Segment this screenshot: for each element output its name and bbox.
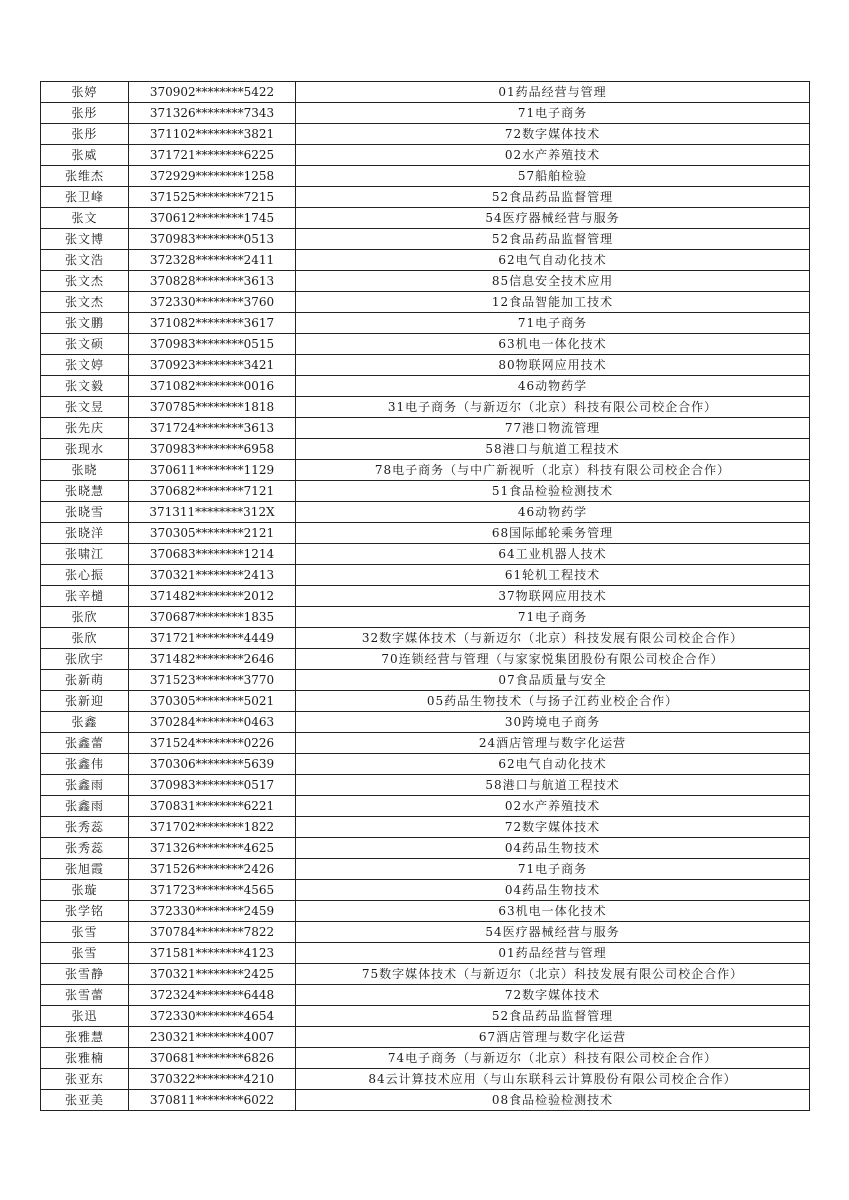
id-number-cell: 371482********2646: [129, 649, 296, 670]
id-number-cell: 371482********2012: [129, 586, 296, 607]
id-number-cell: 370831********6221: [129, 796, 296, 817]
table-row: [41, 817, 810, 838]
id-number-cell: 370305********5021: [129, 691, 296, 712]
major-cell: 71电子商务: [296, 607, 810, 628]
major-cell: 58港口与航道工程技术: [296, 775, 810, 796]
table-row: [41, 1006, 810, 1027]
id-number-cell: 370811********6022: [129, 1090, 296, 1111]
major-cell: 37物联网应用技术: [296, 586, 810, 607]
id-number-cell: 230321********4007: [129, 1027, 296, 1048]
table-row: [41, 943, 810, 964]
major-cell: 02水产养殖技术: [296, 145, 810, 166]
student-name-cell: 张鑫伟: [41, 754, 129, 775]
table-row: [41, 208, 810, 229]
table-row: [41, 187, 810, 208]
id-number-cell: 370305********2121: [129, 523, 296, 544]
table-row: [41, 544, 810, 565]
id-number-cell: 370923********3421: [129, 355, 296, 376]
student-name-cell: 张鑫雨: [41, 796, 129, 817]
table-row: [41, 124, 810, 145]
table-row: [41, 418, 810, 439]
student-name-cell: 张文博: [41, 229, 129, 250]
table-row: [41, 397, 810, 418]
id-number-cell: 372324********6448: [129, 985, 296, 1006]
id-number-cell: 370983********0517: [129, 775, 296, 796]
major-cell: 52食品药品监督管理: [296, 229, 810, 250]
table-row: [41, 838, 810, 859]
major-cell: 24酒店管理与数字化运营: [296, 733, 810, 754]
major-cell: 84云计算技术应用（与山东联科云计算股份有限公司校企合作）: [296, 1069, 810, 1090]
major-cell: 05药品生物技术（与扬子江药业校企合作）: [296, 691, 810, 712]
table-row: [41, 754, 810, 775]
major-cell: 52食品药品监督管理: [296, 187, 810, 208]
student-name-cell: 张鑫: [41, 712, 129, 733]
table-row: [41, 229, 810, 250]
id-number-cell: 371523********3770: [129, 670, 296, 691]
student-name-cell: 张欣: [41, 628, 129, 649]
student-name-cell: 张文浩: [41, 250, 129, 271]
student-name-cell: 张新萌: [41, 670, 129, 691]
table-row: [41, 103, 810, 124]
student-name-cell: 张晓洋: [41, 523, 129, 544]
student-name-cell: 张晓: [41, 460, 129, 481]
id-number-cell: 370828********3613: [129, 271, 296, 292]
id-number-cell: 371526********2426: [129, 859, 296, 880]
id-number-cell: 371326********7343: [129, 103, 296, 124]
table-row: [41, 271, 810, 292]
student-name-cell: 张文杰: [41, 271, 129, 292]
major-cell: 30跨境电子商务: [296, 712, 810, 733]
table-row: [41, 985, 810, 1006]
major-cell: 04药品生物技术: [296, 838, 810, 859]
major-cell: 77港口物流管理: [296, 418, 810, 439]
table-row: [41, 502, 810, 523]
student-name-cell: 张欣宇: [41, 649, 129, 670]
id-number-cell: 371326********4625: [129, 838, 296, 859]
id-number-cell: 370681********6826: [129, 1048, 296, 1069]
table-row: [41, 586, 810, 607]
major-cell: 63机电一体化技术: [296, 901, 810, 922]
major-cell: 85信息安全技术应用: [296, 271, 810, 292]
student-roster-table: [40, 81, 810, 1111]
table-row: [41, 1069, 810, 1090]
major-cell: 52食品药品监督管理: [296, 1006, 810, 1027]
student-name-cell: 张欣: [41, 607, 129, 628]
id-number-cell: 370682********7121: [129, 481, 296, 502]
table-row: [41, 1048, 810, 1069]
table-row: [41, 292, 810, 313]
id-number-cell: 371525********7215: [129, 187, 296, 208]
student-name-cell: 张晓雪: [41, 502, 129, 523]
id-number-cell: 372328********2411: [129, 250, 296, 271]
id-number-cell: 370983********0513: [129, 229, 296, 250]
major-cell: 70连锁经营与管理（与家家悦集团股份有限公司校企合作）: [296, 649, 810, 670]
student-name-cell: 张辛檤: [41, 586, 129, 607]
id-number-cell: 370683********1214: [129, 544, 296, 565]
id-number-cell: 370784********7822: [129, 922, 296, 943]
major-cell: 51食品检验检测技术: [296, 481, 810, 502]
student-name-cell: 张现水: [41, 439, 129, 460]
id-number-cell: 371721********6225: [129, 145, 296, 166]
student-name-cell: 张文鹏: [41, 313, 129, 334]
major-cell: 78电子商务（与中广新视听（北京）科技有限公司校企合作）: [296, 460, 810, 481]
id-number-cell: 371311********312X: [129, 502, 296, 523]
id-number-cell: 370902********5422: [129, 82, 296, 103]
student-name-cell: 张文毅: [41, 376, 129, 397]
student-name-cell: 张威: [41, 145, 129, 166]
student-name-cell: 张秀蕊: [41, 817, 129, 838]
student-name-cell: 张旭霞: [41, 859, 129, 880]
id-number-cell: 370284********0463: [129, 712, 296, 733]
major-cell: 80物联网应用技术: [296, 355, 810, 376]
id-number-cell: 371524********0226: [129, 733, 296, 754]
major-cell: 54医疗器械经营与服务: [296, 208, 810, 229]
student-name-cell: 张文: [41, 208, 129, 229]
table-row: [41, 733, 810, 754]
id-number-cell: 371082********0016: [129, 376, 296, 397]
student-name-cell: 张亚美: [41, 1090, 129, 1111]
table-row: [41, 880, 810, 901]
major-cell: 68国际邮轮乘务管理: [296, 523, 810, 544]
student-name-cell: 张文昱: [41, 397, 129, 418]
id-number-cell: 371721********4449: [129, 628, 296, 649]
id-number-cell: 370321********2425: [129, 964, 296, 985]
major-cell: 71电子商务: [296, 859, 810, 880]
id-number-cell: 371082********3617: [129, 313, 296, 334]
table-row: [41, 250, 810, 271]
major-cell: 72数字媒体技术: [296, 124, 810, 145]
table-row: [41, 649, 810, 670]
student-name-cell: 张彤: [41, 124, 129, 145]
roster-body: [41, 82, 810, 1111]
major-cell: 72数字媒体技术: [296, 985, 810, 1006]
id-number-cell: 371724********3613: [129, 418, 296, 439]
student-name-cell: 张先庆: [41, 418, 129, 439]
student-name-cell: 张鑫蕾: [41, 733, 129, 754]
student-name-cell: 张雪蕾: [41, 985, 129, 1006]
student-name-cell: 张秀蕊: [41, 838, 129, 859]
student-name-cell: 张雪: [41, 943, 129, 964]
table-row: [41, 565, 810, 586]
table-row: [41, 922, 810, 943]
id-number-cell: 371581********4123: [129, 943, 296, 964]
table-row: [41, 859, 810, 880]
student-name-cell: 张心振: [41, 565, 129, 586]
table-row: [41, 964, 810, 985]
id-number-cell: 370983********6958: [129, 439, 296, 460]
id-number-cell: 371702********1822: [129, 817, 296, 838]
student-name-cell: 张维杰: [41, 166, 129, 187]
table-row: [41, 355, 810, 376]
table-row: [41, 796, 810, 817]
major-cell: 07食品质量与安全: [296, 670, 810, 691]
student-name-cell: 张迅: [41, 1006, 129, 1027]
major-cell: 01药品经营与管理: [296, 943, 810, 964]
student-name-cell: 张学铭: [41, 901, 129, 922]
student-name-cell: 张璇: [41, 880, 129, 901]
major-cell: 57船舶检验: [296, 166, 810, 187]
table-row: [41, 376, 810, 397]
major-cell: 67酒店管理与数字化运营: [296, 1027, 810, 1048]
id-number-cell: 371102********3821: [129, 124, 296, 145]
table-row: [41, 691, 810, 712]
major-cell: 46动物药学: [296, 376, 810, 397]
student-name-cell: 张彤: [41, 103, 129, 124]
major-cell: 46动物药学: [296, 502, 810, 523]
id-number-cell: 372330********2459: [129, 901, 296, 922]
id-number-cell: 371723********4565: [129, 880, 296, 901]
major-cell: 04药品生物技术: [296, 880, 810, 901]
table-row: [41, 670, 810, 691]
major-cell: 02水产养殖技术: [296, 796, 810, 817]
id-number-cell: 372330********4654: [129, 1006, 296, 1027]
student-name-cell: 张雪静: [41, 964, 129, 985]
student-name-cell: 张雅慧: [41, 1027, 129, 1048]
table-row: [41, 901, 810, 922]
table-row: [41, 334, 810, 355]
table-row: [41, 460, 810, 481]
id-number-cell: 370611********1129: [129, 460, 296, 481]
major-cell: 63机电一体化技术: [296, 334, 810, 355]
major-cell: 71电子商务: [296, 103, 810, 124]
major-cell: 31电子商务（与新迈尔（北京）科技有限公司校企合作）: [296, 397, 810, 418]
table-row: [41, 1027, 810, 1048]
major-cell: 62电气自动化技术: [296, 754, 810, 775]
student-name-cell: 张雅楠: [41, 1048, 129, 1069]
major-cell: 12食品智能加工技术: [296, 292, 810, 313]
major-cell: 61轮机工程技术: [296, 565, 810, 586]
table-row: [41, 712, 810, 733]
major-cell: 01药品经营与管理: [296, 82, 810, 103]
major-cell: 08食品检验检测技术: [296, 1090, 810, 1111]
major-cell: 72数字媒体技术: [296, 817, 810, 838]
id-number-cell: 370983********0515: [129, 334, 296, 355]
student-name-cell: 张晓慧: [41, 481, 129, 502]
student-name-cell: 张新迎: [41, 691, 129, 712]
id-number-cell: 370322********4210: [129, 1069, 296, 1090]
student-name-cell: 张婷: [41, 82, 129, 103]
student-name-cell: 张文杰: [41, 292, 129, 313]
id-number-cell: 370785********1818: [129, 397, 296, 418]
student-name-cell: 张文硕: [41, 334, 129, 355]
table-row: [41, 439, 810, 460]
table-row: [41, 775, 810, 796]
major-cell: 64工业机器人技术: [296, 544, 810, 565]
table-row: [41, 313, 810, 334]
id-number-cell: 372929********1258: [129, 166, 296, 187]
student-name-cell: 张卫峰: [41, 187, 129, 208]
id-number-cell: 372330********3760: [129, 292, 296, 313]
id-number-cell: 370321********2413: [129, 565, 296, 586]
student-name-cell: 张亚东: [41, 1069, 129, 1090]
major-cell: 58港口与航道工程技术: [296, 439, 810, 460]
student-name-cell: 张雪: [41, 922, 129, 943]
table-row: [41, 166, 810, 187]
table-row: [41, 607, 810, 628]
table-row: [41, 481, 810, 502]
major-cell: 62电气自动化技术: [296, 250, 810, 271]
table-row: [41, 1090, 810, 1111]
table-row: [41, 82, 810, 103]
table-row: [41, 523, 810, 544]
student-name-cell: 张啸江: [41, 544, 129, 565]
major-cell: 71电子商务: [296, 313, 810, 334]
id-number-cell: 370612********1745: [129, 208, 296, 229]
id-number-cell: 370306********5639: [129, 754, 296, 775]
major-cell: 74电子商务（与新迈尔（北京）科技有限公司校企合作）: [296, 1048, 810, 1069]
major-cell: 54医疗器械经营与服务: [296, 922, 810, 943]
table-row: [41, 628, 810, 649]
major-cell: 32数字媒体技术（与新迈尔（北京）科技发展有限公司校企合作）: [296, 628, 810, 649]
major-cell: 75数字媒体技术（与新迈尔（北京）科技发展有限公司校企合作）: [296, 964, 810, 985]
id-number-cell: 370687********1835: [129, 607, 296, 628]
student-name-cell: 张鑫雨: [41, 775, 129, 796]
table-row: [41, 145, 810, 166]
student-name-cell: 张文婷: [41, 355, 129, 376]
